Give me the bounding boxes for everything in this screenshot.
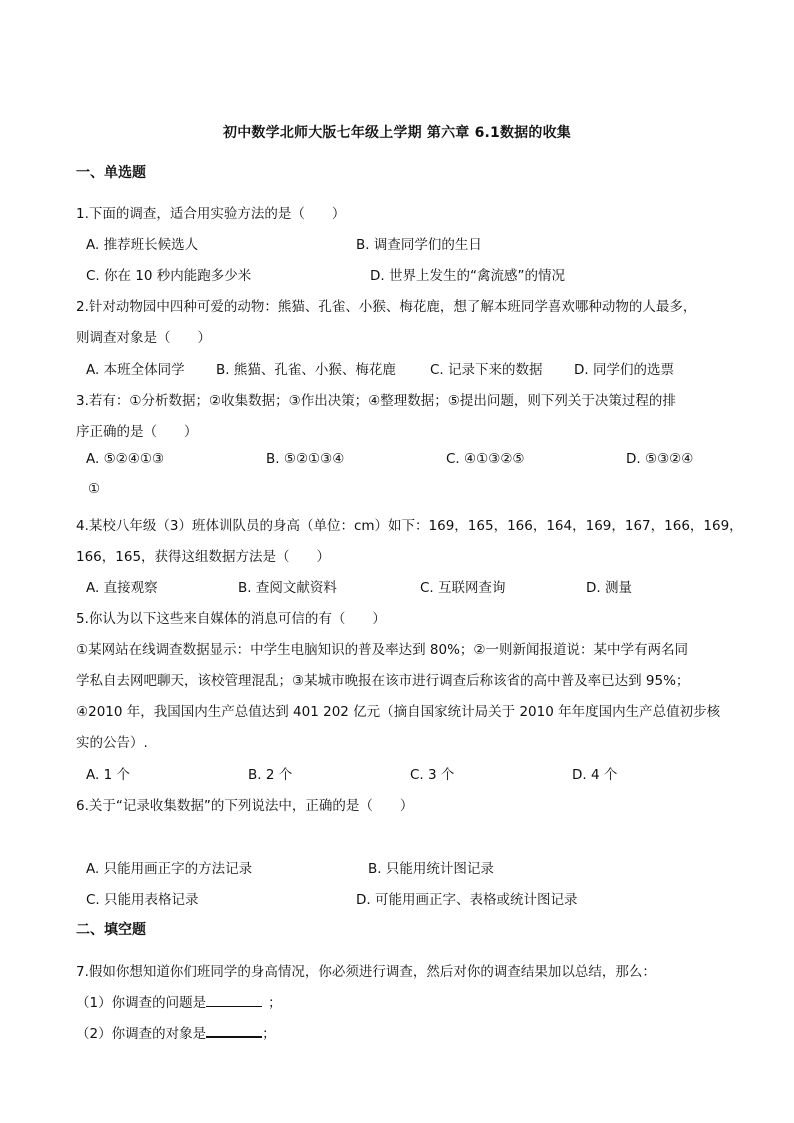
question-7-part-1	[76, 991, 282, 1011]
question-7-part-2	[76, 1022, 276, 1042]
question-4-option-d: D. 测量	[586, 580, 632, 596]
question-6-option-b: B. 只能用统计图记录	[368, 861, 494, 877]
question-4-option-b: B. 查阅文献资料	[238, 580, 337, 596]
question-3-stem-line-2: 序正确的是（ ）	[76, 424, 198, 440]
question-2-stem-line-2: 则调查对象是（ ）	[76, 330, 211, 346]
question-2-option-a: A. 本班全体同学	[86, 362, 185, 378]
section-heading-single-choice: 一、单选题	[76, 165, 146, 181]
question-3-option-c: C. ④①③②⑤	[446, 451, 525, 467]
question-5-text-line-3: ④2010 年，我国国内生产总值达到 401 202 亿元（摘自国家统计局关于 2010 年年度国内生产总值初步核	[76, 704, 721, 720]
question-2-option-d: D. 同学们的选票	[574, 362, 674, 378]
question-5-option-d: D. 4 个	[572, 767, 618, 783]
question-4-stem-line-1: 4.某校八年级（3）班体训队员的身高（单位：cm）如下：169，165，166，164，169，167，166，169，	[76, 518, 743, 534]
question-4-option-a: A. 直接观察	[86, 580, 158, 596]
question-3-option-a: A. ⑤②④①③	[86, 451, 165, 467]
question-5-text-line-4: 实的公告）.	[76, 735, 148, 751]
question-6-stem: 6.关于“记录收集数据”的下列说法中，正确的是（ ）	[76, 798, 414, 814]
question-5-text-line-1: ①某网站在线调查数据显示：中学生电脑知识的普及率达到 80%；②一则新闻报道说：某中学有两名同	[76, 642, 689, 658]
question-5-text-line-2: 学私自去网吧聊天，该校管理混乱；③某城市晚报在该市进行调查后称该省的高中普及率已达到 95%；	[76, 673, 690, 689]
question-2-stem-line-1: 2.针对动物园中四种可爱的动物：熊猫、孔雀、小猴、梅花鹿，想了解本班同学喜欢哪种动物的人最多，	[76, 299, 697, 315]
question-6-option-a: A. 只能用画正字的方法记录	[86, 861, 253, 877]
question-4-option-c: C. 互联网查询	[420, 580, 506, 596]
question-6-option-d: D. 可能用画正字、表格或统计图记录	[356, 892, 578, 908]
question-5-option-a: A. 1 个	[86, 767, 130, 783]
question-7-part-1-label: （1）你调查的问题是	[76, 995, 207, 1011]
question-3-option-d: D. ⑤③②④	[626, 451, 694, 467]
question-1-option-c: C. 你在 10 秒内能跑多少米	[86, 268, 252, 284]
page-title: 初中数学北师大版七年级上学期 第六章 6.1数据的收集	[223, 125, 571, 141]
question-3-stem-line-1: 3.若有：①分析数据；②收集数据；③作出决策；④整理数据；⑤提出问题，则下列关于决策过程的排	[76, 393, 676, 409]
section-heading-fill-blank: 二、填空题	[76, 922, 146, 938]
question-7-part-2-end: ；	[262, 1026, 276, 1042]
question-2-option-b: B. 熊猫、孔雀、小猴、梅花鹿	[216, 362, 396, 378]
question-7-stem: 7.假如你想知道你们班同学的身高情况，你必须进行调查，然后对你的调查结果加以总结，那么：	[76, 964, 656, 980]
question-2-option-c: C. 记录下来的数据	[430, 362, 543, 378]
question-4-stem-line-2: 166，165，获得这组数据方法是（ ）	[76, 549, 331, 565]
question-3-option-d-wrap: ①	[88, 481, 101, 497]
question-5-stem: 5.你认为以下这些来自媒体的消息可信的有（ ）	[76, 611, 386, 627]
question-6-option-c: C. 只能用表格记录	[86, 892, 199, 908]
question-7-part-2-label: （2）你调查的对象是	[76, 1026, 207, 1042]
question-7-part-1-blank[interactable]	[206, 992, 262, 1007]
question-5-option-c: C. 3 个	[410, 767, 455, 783]
question-1-option-d: D. 世界上发生的“禽流感”的情况	[370, 268, 565, 284]
question-1-stem: 1.下面的调查，适合用实验方法的是（ ）	[76, 206, 346, 222]
question-7-part-2-blank[interactable]	[206, 1022, 262, 1038]
question-3-option-b: B. ⑤②①③④	[266, 451, 345, 467]
question-7-part-1-end: ；	[268, 995, 282, 1011]
question-1-option-a: A. 推荐班长候选人	[86, 237, 199, 253]
question-5-option-b: B. 2 个	[248, 767, 293, 783]
question-1-option-b: B. 调查同学们的生日	[356, 237, 482, 253]
